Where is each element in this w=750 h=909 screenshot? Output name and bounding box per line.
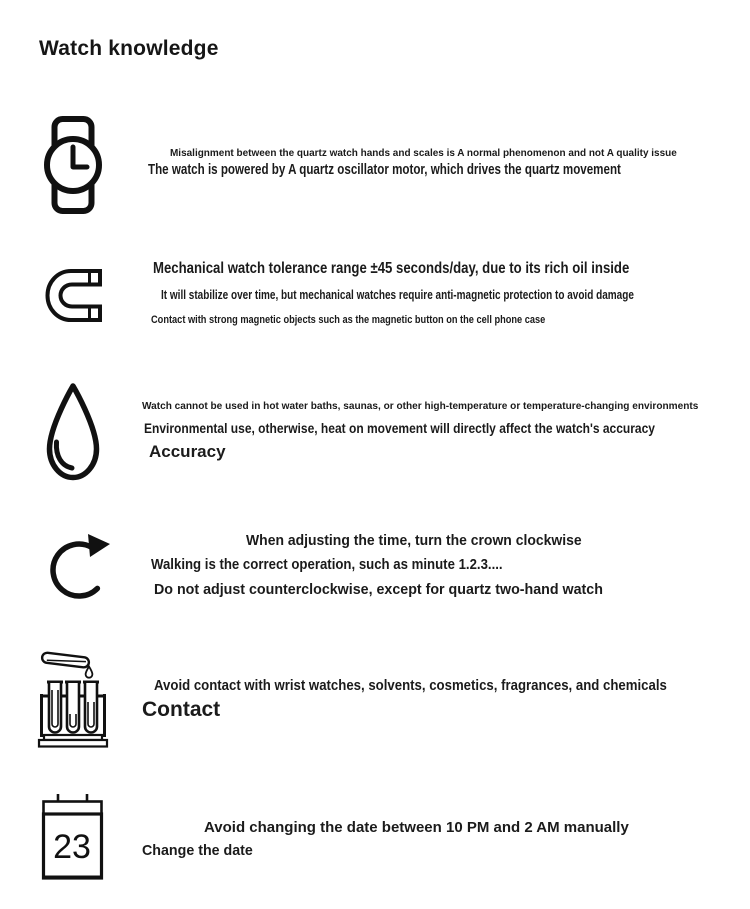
test-tubes-icon <box>37 650 109 748</box>
temperature-main: Environmental use, otherwise, heat on movement will directly affect the watch's accuracy <box>144 421 655 436</box>
page-title: Watch knowledge <box>39 37 219 60</box>
section-temperature <box>0 380 750 486</box>
section-chemicals <box>0 648 750 750</box>
water-drop-icon <box>43 382 103 482</box>
date-main: Avoid changing the date between 10 PM and 2 AM manually <box>204 819 629 836</box>
test-tubes-icon-svg <box>37 650 109 748</box>
wristwatch-icon <box>44 116 102 214</box>
section-crown-adjustment <box>0 526 750 608</box>
wristwatch-icon-svg <box>44 116 102 214</box>
temperature-keyword: Accuracy <box>149 442 226 461</box>
movement-main: The watch is powered by A quartz oscillator motor, which drives the quartz movement <box>148 162 621 178</box>
crown-line3: Do not adjust counterclockwise, except for quartz two-hand watch <box>154 581 603 598</box>
chemicals-keyword: Contact <box>142 698 221 721</box>
section-quartz-movement <box>0 114 750 220</box>
magnet-icon <box>45 268 102 323</box>
water-drop-icon-svg <box>43 382 103 482</box>
chemicals-main: Avoid contact with wrist watches, solvents, cosmetics, fragrances, and chemicals <box>154 678 667 694</box>
magnetism-main: Mechanical watch tolerance range ±45 seconds/day, due to its rich oil inside <box>153 260 630 277</box>
movement-note: Misalignment between the quartz watch hands and scales is A normal phenomenon and not A quality issue <box>170 147 677 159</box>
magnetism-note: Contact with strong magnetic objects such as the magnetic button on the cell phone case <box>151 314 546 326</box>
section-magnetism <box>0 258 750 330</box>
calendar-icon <box>41 793 104 886</box>
section-date-change <box>0 792 750 887</box>
magnet-icon-svg <box>45 268 102 323</box>
temperature-note: Watch cannot be used in hot water baths, saunas, or other high-temperature or temperature-changing environments <box>142 400 699 412</box>
clockwise-arrow-icon-svg <box>50 530 112 603</box>
crown-line2: Walking is the correct operation, such as minute 1.2.3.... <box>151 556 503 573</box>
magnetism-sub: It will stabilize over time, but mechanical watches require anti-magnetic protection to avoid damage <box>161 288 634 302</box>
date-keyword: Change the date <box>142 842 253 859</box>
clockwise-arrow-icon <box>50 530 112 603</box>
calendar-icon-svg <box>41 793 104 886</box>
calendar-day-number: 23 <box>53 828 91 866</box>
crown-line1: When adjusting the time, turn the crown clockwise <box>246 532 582 549</box>
